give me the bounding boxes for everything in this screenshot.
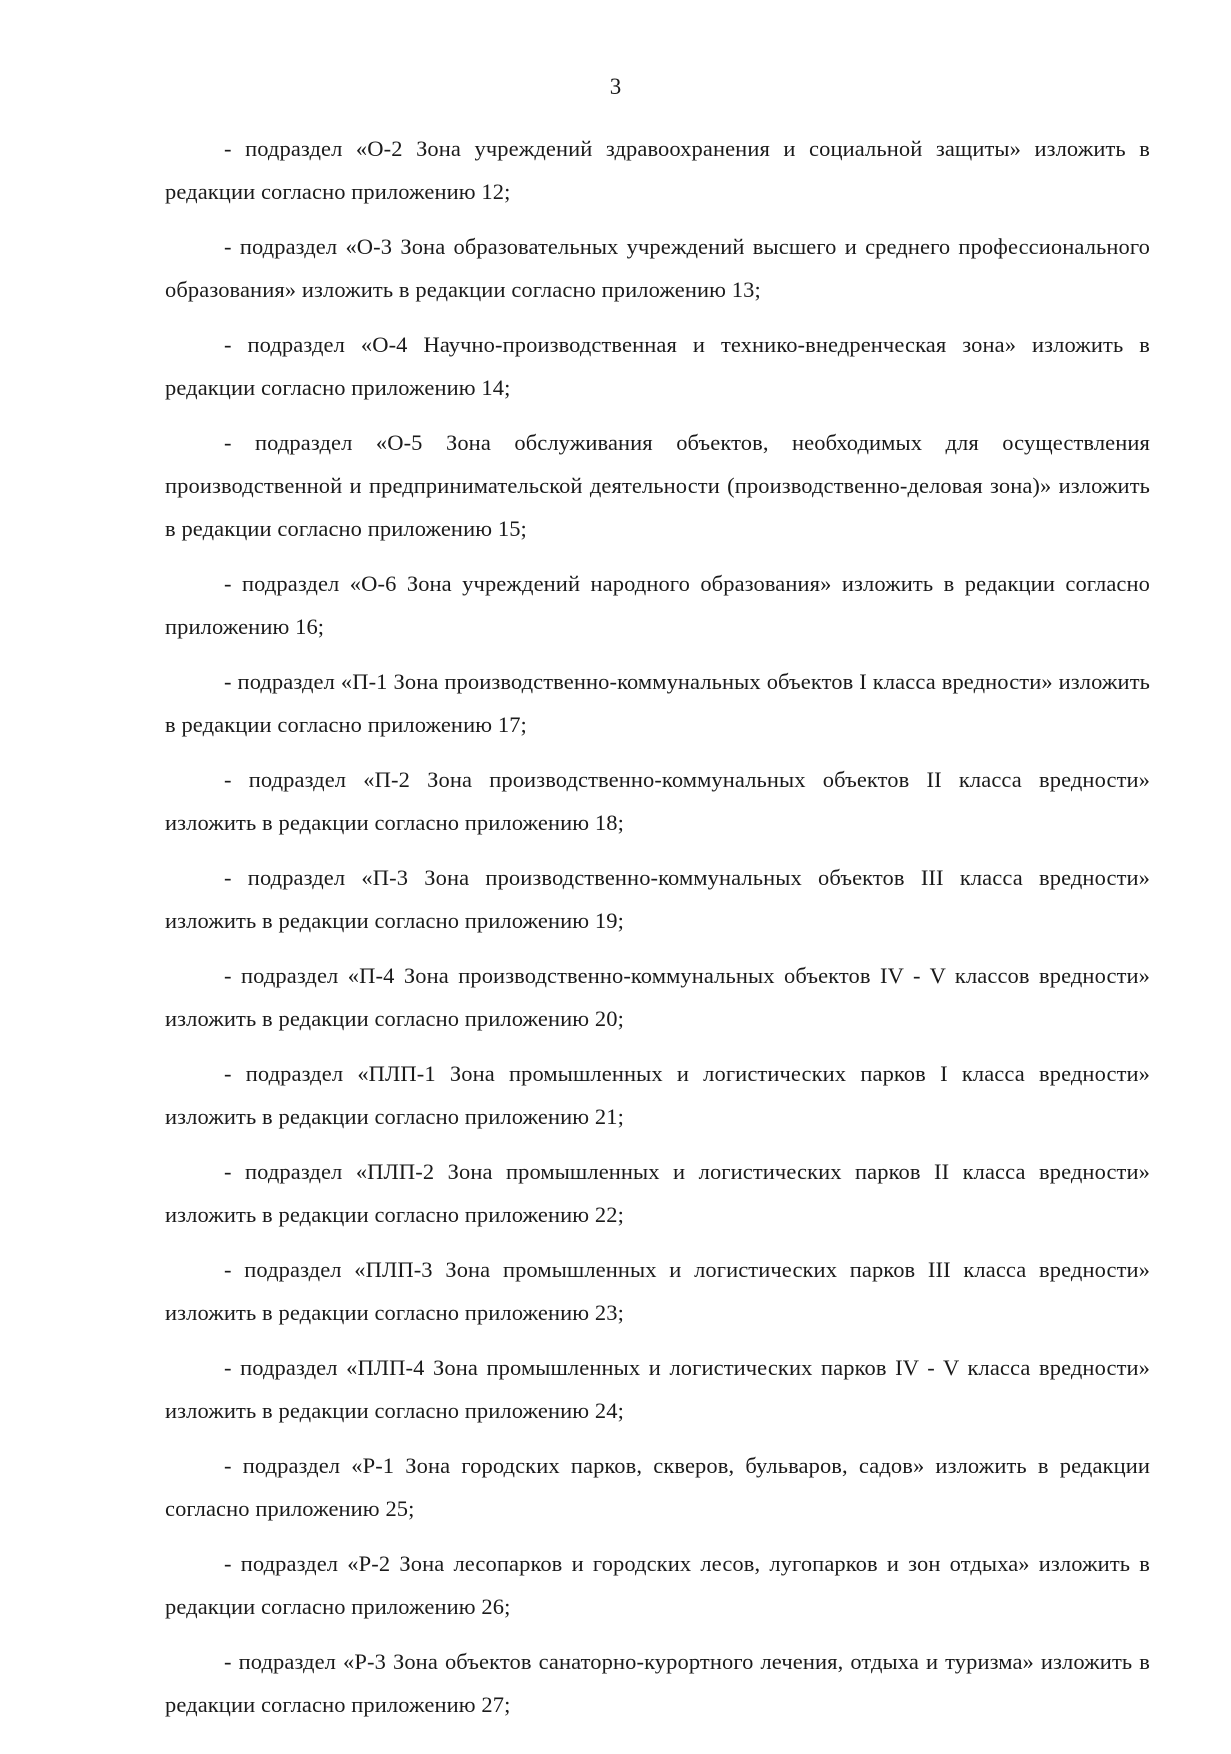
paragraph-p2: - подраздел «П-2 Зона производственно-коммунальных объектов II класса вредности» изложить в редакции согласно приложению 18; <box>165 767 1150 835</box>
paragraph-plp3: - подраздел «ПЛП-3 Зона промышленных и логистических парков III класса вредности» изложить в редакции согласно приложению 23; <box>165 1257 1150 1325</box>
paragraph-p3: - подраздел «П-3 Зона производственно-коммунальных объектов III класса вредности» изложить в редакции согласно приложению 19; <box>165 865 1150 933</box>
page-number: 3 <box>609 74 622 99</box>
document-body <box>165 127 1150 1738</box>
paragraph-r3: - подраздел «Р-3 Зона объектов санаторно-курортного лечения, отдыха и туризма» изложить в редакции согласно приложению 27; <box>165 1649 1150 1717</box>
paragraph-o3: - подраздел «О-3 Зона образовательных учреждений высшего и среднего профессионального образования» изложить в редакции согласно приложению 13; <box>165 234 1150 302</box>
paragraph-plp1: - подраздел «ПЛП-1 Зона промышленных и логистических парков I класса вредности» изложить в редакции согласно приложению 21; <box>165 1061 1150 1129</box>
paragraph-o5: - подраздел «О-5 Зона обслуживания объектов, необходимых для осуществления производственной и предпринимательской деятельности (производственно-деловая зона)» изложить в редакции согласно приложению 15; <box>165 430 1150 541</box>
paragraph-plp4: - подраздел «ПЛП-4 Зона промышленных и логистических парков IV - V класса вредности» изложить в редакции согласно приложению 24; <box>165 1355 1150 1423</box>
paragraph-r2: - подраздел «Р-2 Зона лесопарков и городских лесов, лугопарков и зон отдыха» изложить в редакции согласно приложению 26; <box>165 1551 1150 1619</box>
paragraph-r1: - подраздел «Р-1 Зона городских парков, скверов, бульваров, садов» изложить в редакции согласно приложению 25; <box>165 1453 1150 1521</box>
paragraph-p4: - подраздел «П-4 Зона производственно-коммунальных объектов IV - V классов вредности» изложить в редакции согласно приложению 20; <box>165 963 1150 1031</box>
paragraph-p1: - подраздел «П-1 Зона производственно-коммунальных объектов I класса вредности» изложить в редакции согласно приложению 17; <box>165 669 1150 737</box>
paragraph-plp2: - подраздел «ПЛП-2 Зона промышленных и логистических парков II класса вредности» изложить в редакции согласно приложению 22; <box>165 1159 1150 1227</box>
paragraph-o6: - подраздел «О-6 Зона учреждений народного образования» изложить в редакции согласно приложению 16; <box>165 571 1150 639</box>
paragraph-o2: - подраздел «О-2 Зона учреждений здравоохранения и социальной защиты» изложить в редакции согласно приложению 12; <box>165 136 1150 204</box>
paragraph-o4: - подраздел «О-4 Научно-производственная и технико-внедренческая зона» изложить в редакции согласно приложению 14; <box>165 332 1150 400</box>
